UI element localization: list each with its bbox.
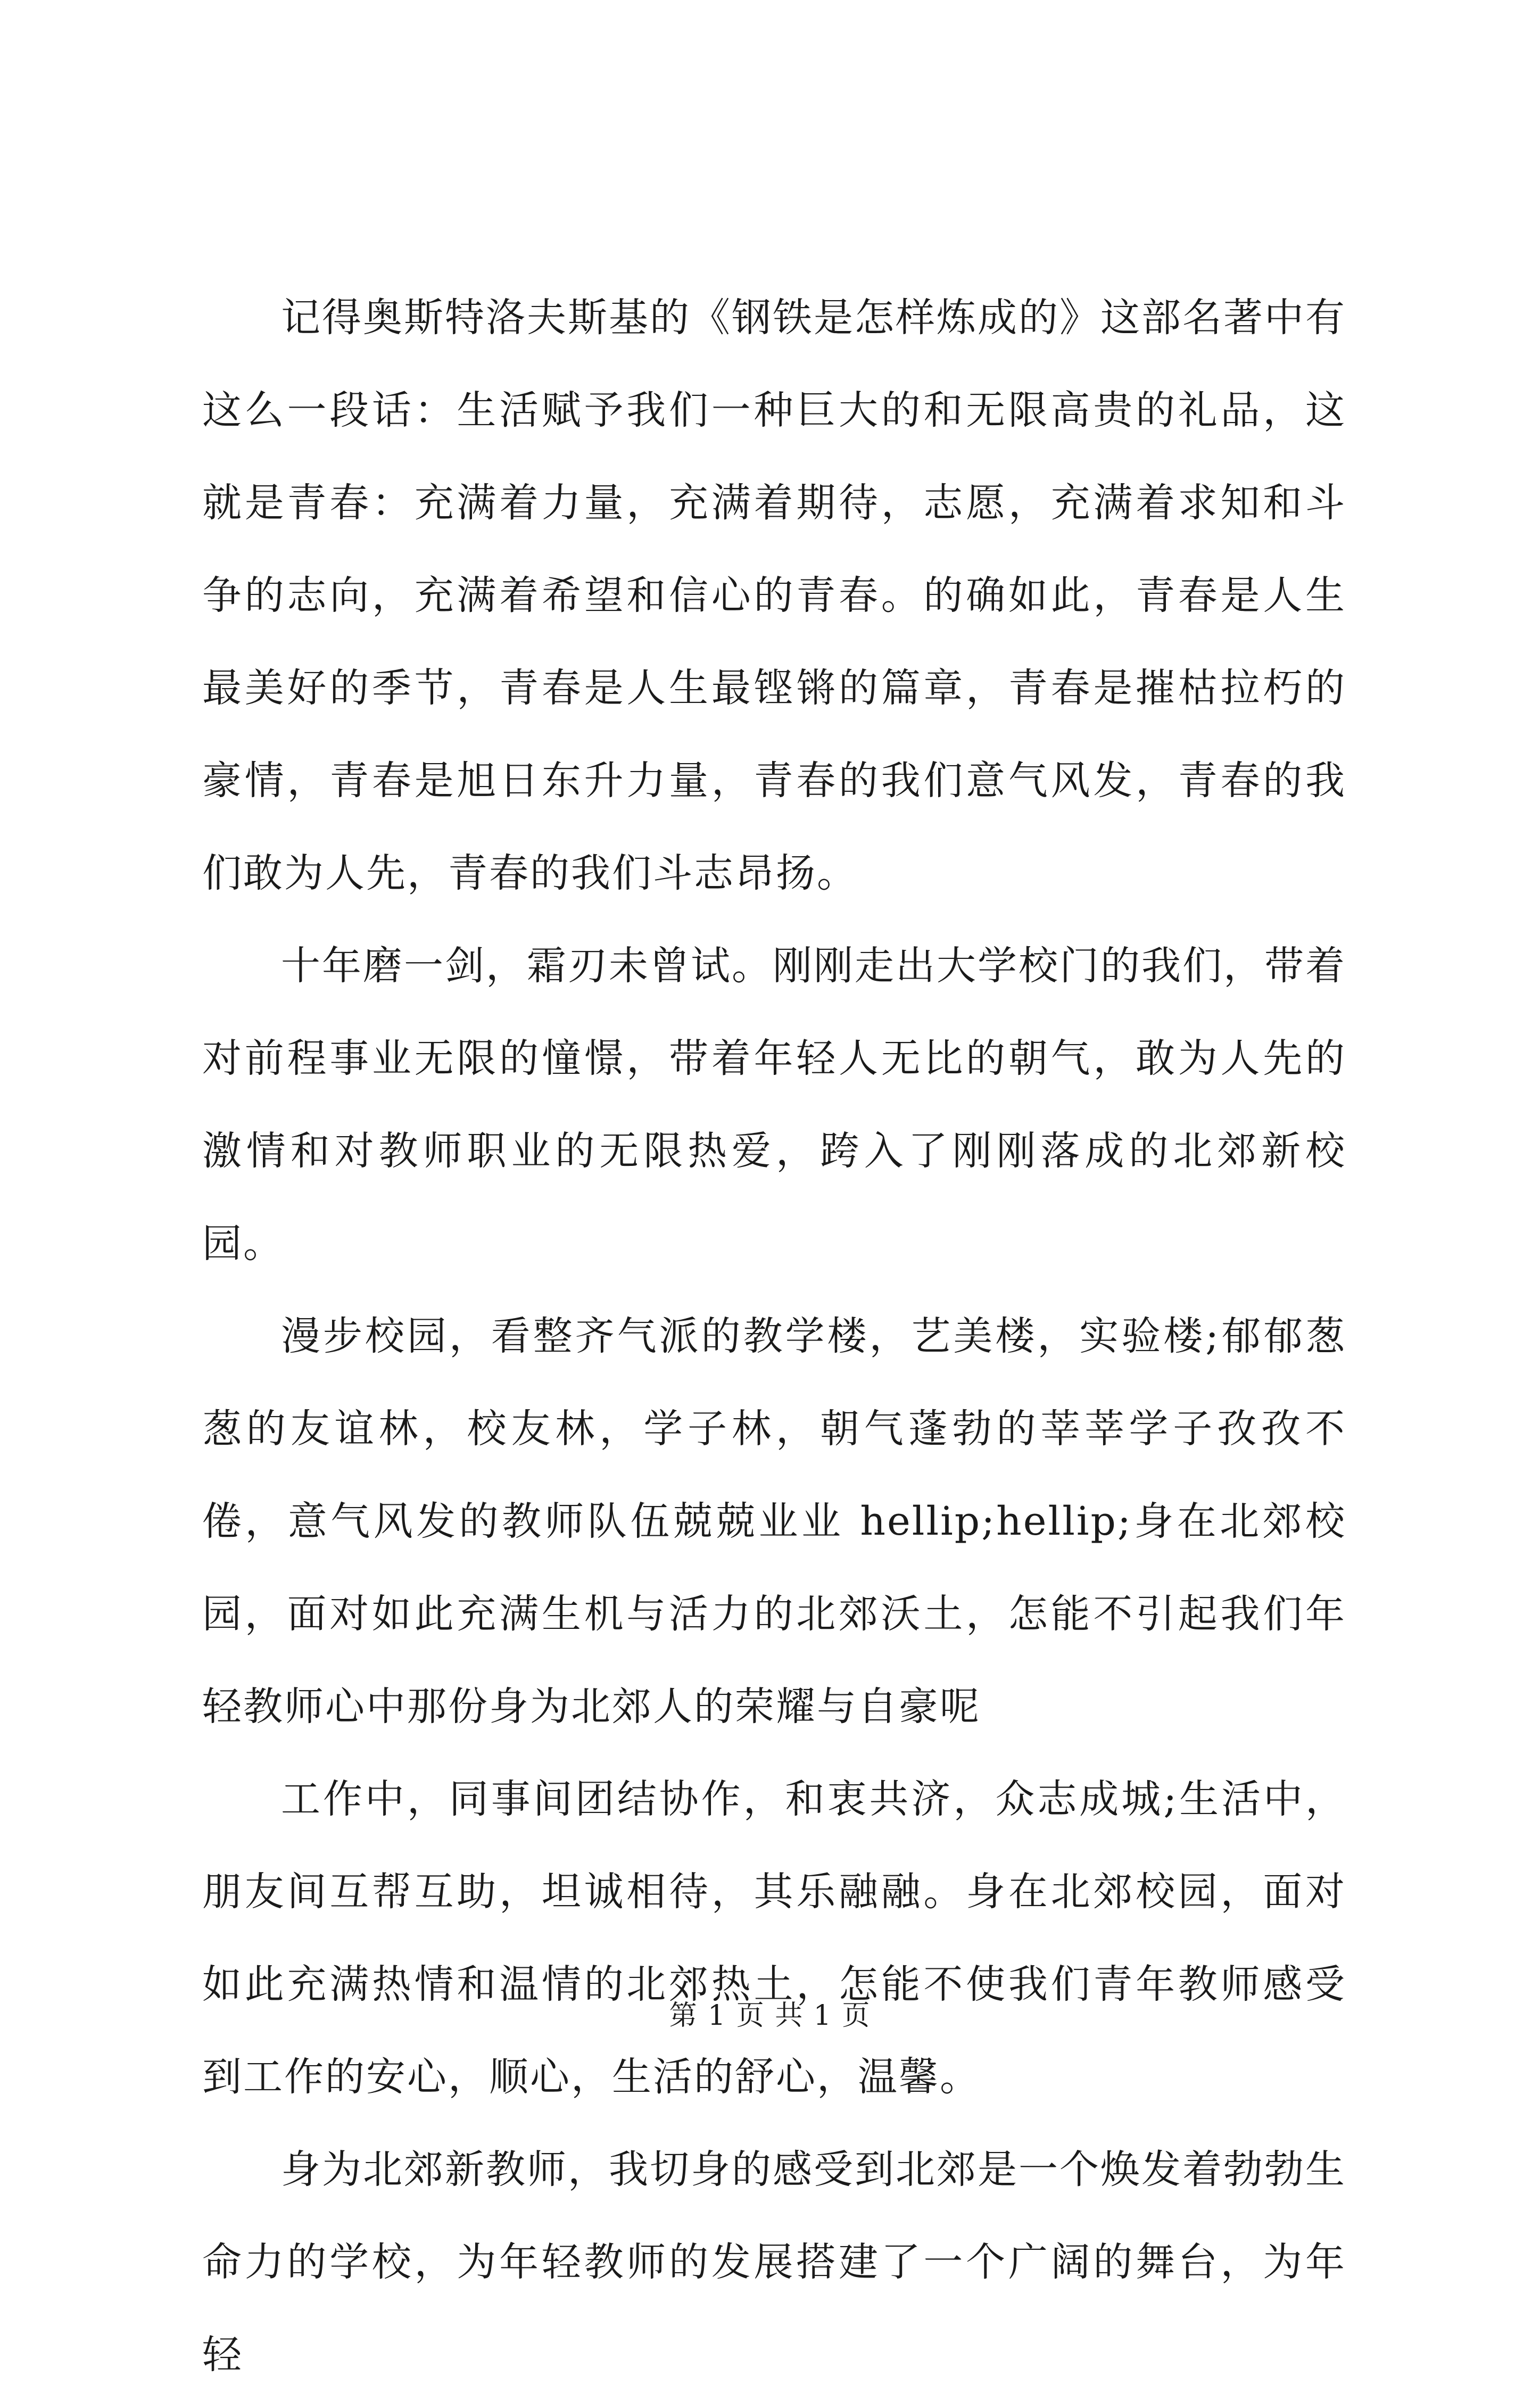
page-footer: 第 1 页 共 1 页 [669, 2000, 871, 2032]
paragraph-3: 漫步校园，看整齐气派的教学楼，艺美楼，实验楼;郁郁葱葱的友谊林，校友林，学子林，朝气蓬勃的莘莘学子孜孜不倦，意气风发的教师队伍兢兢业业 hellip;hellip;身在北郊校园，面对如此充满生机与活力的北郊沃土，怎能不引起我们年轻教师心中那份身为北郊人的荣耀与自豪呢 [202, 1313, 1346, 1729]
document-body [202, 271, 1346, 2401]
paragraph-2: 十年磨一剑，霜刃未曾试。刚刚走出大学校门的我们，带着对前程事业无限的憧憬，带着年轻人无比的朝气，敢为人先的激情和对教师职业的无限热爱，跨入了刚刚落成的北郊新校园。 [202, 943, 1346, 1266]
paragraph-1: 记得奥斯特洛夫斯基的《钢铁是怎样炼成的》这部名著中有这么一段话：生活赋予我们一种巨大的和无限高贵的礼品，这就是青春：充满着力量，充满着期待，志愿，充满着求知和斗争的志向，充满着希望和信心的青春。的确如此，青春是人生最美好的季节，青春是人生最铿锵的篇章，青春是摧枯拉朽的豪情，青春是旭日东升力量，青春的我们意气风发，青春的我们敢为人先，青春的我们斗志昂扬。 [202, 295, 1346, 896]
paragraph-5: 身为北郊新教师，我切身的感受到北郊是一个焕发着勃勃生命力的学校，为年轻教师的发展搭建了一个广阔的舞台，为年轻 [202, 2147, 1346, 2378]
paragraph-4: 工作中，同事间团结协作，和衷共济，众志成城;生活中，朋友间互帮互助，坦诚相待，其乐融融。身在北郊校园，面对如此充满热情和温情的北郊热土，怎能不使我们青年教师感受到工作的安心，顺心，生活的舒心，温馨。 [202, 1776, 1346, 2100]
